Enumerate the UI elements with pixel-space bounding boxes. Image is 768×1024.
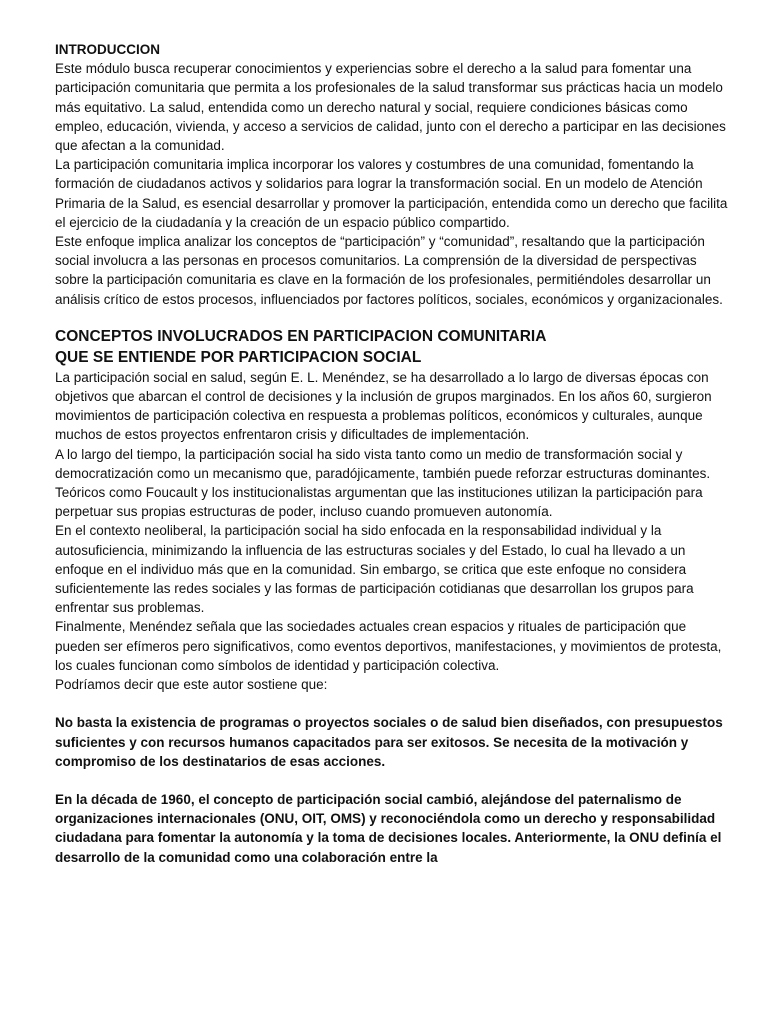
bold-paragraph: No basta la existencia de programas o proyectos sociales o de salud bien diseñados, con presupuestos suficientes y con recursos humanos capacitados para ser exitosos. Se necesita de la motivación y compromiso de los destinatarios de esas acciones.	[55, 715, 723, 769]
section-paragraph: En el contexto neoliberal, la participación social ha sido enfocada en la responsabilidad individual y la autosuficiencia, minimizando la influencia de las estructuras sociales y del Estado, lo cual ha llevado a un enfoque en el individuo más que en la comunidad. Sin embargo, se critica que este enfoque no considera suficientemente las redes sociales y las formas de participación cotidianas que desarrollan los grupos para enfrentar sus problemas.	[55, 523, 694, 616]
subsection-heading: QUE SE ENTIENDE POR PARTICIPACION SOCIAL	[55, 348, 422, 366]
section-paragraph: Podríamos decir que este autor sostiene que:	[55, 677, 328, 693]
spacer	[55, 694, 732, 713]
introduction-heading: INTRODUCCION	[55, 42, 160, 57]
spacer	[55, 771, 732, 790]
bold-paragraph: En la década de 1960, el concepto de participación social cambió, alejándose del paternalismo de organizaciones internacionales (ONU, OIT, OMS) y reconociéndola como un derecho y responsabilidad ciudadana para fomentar la autonomía y la toma de decisiones locales. Anteriormente, la ONU definía el desarrollo de la comunidad como una colaboración entre la	[55, 791, 722, 865]
section-paragraph: La participación social en salud, según E. L. Menéndez, se ha desarrollado a lo largo de diversas épocas con objetivos que abarcan el control de decisiones y la inclusión de grupos marginados. En los años 60, surgieron movimientos de participación colectiva en respuesta a problemas políticos, económicos y culturales, aunque muchos de estos proyectos enfrentaron crisis y dificultades de implementación.	[55, 369, 712, 443]
section-paragraph: A lo largo del tiempo, la participación social ha sido vista tanto como un medio de transformación social y democratización como un mecanismo que, paradójicamente, también puede reforzar estructuras dominantes. Teóricos como Foucault y los institucionalistas argumentan que las instituciones utilizan la participación para perpetuar sus propias estructuras de poder, incluso cuando promueven autonomía.	[55, 446, 711, 520]
intro-paragraph: Este módulo busca recuperar conocimientos y experiencias sobre el derecho a la salud para fomentar una participación comunitaria que permita a los profesionales de la salud transformar sus prácticas hacia un modelo más equitativo. La salud, entendida como un derecho natural y social, requiere condiciones básicas como empleo, educación, vivienda, y acceso a servicios de calidad, junto con el derecho a participar en las decisiones que afectan a la comunidad.	[55, 61, 726, 154]
introduction-section	[55, 40, 732, 309]
concepts-section	[55, 326, 732, 867]
intro-paragraph: La participación comunitaria implica incorporar los valores y costumbres de una comunidad, fomentando la formación de ciudadanos activos y solidarios para lograr la transformación social. En un modelo de Atención Primaria de la Salud, es esencial desarrollar y promover la participación, entendida como un derecho que facilita el ejercicio de la ciudadanía y la creación de un espacio público compartido.	[55, 157, 728, 230]
intro-paragraph: Este enfoque implica analizar los conceptos de “participación” y “comunidad”, resaltando que la participación social involucra a las personas en procesos comunitarios. La comprensión de la diversidad de perspectivas sobre la participación comunitaria es clave en la formación de los profesionales, permitiéndoles desarrollar un análisis crítico de estos procesos, influenciados por factores políticos, sociales, económicos y organizacionales.	[55, 234, 723, 307]
section-heading: CONCEPTOS INVOLUCRADOS EN PARTICIPACION COMUNITARIA	[55, 327, 547, 345]
section-paragraph: Finalmente, Menéndez señala que las sociedades actuales crean espacios y rituales de participación que pueden ser efímeros pero significativos, como eventos deportivos, manifestaciones, y movimientos de protesta, los cuales funcionan como símbolos de identidad y participación colectiva.	[55, 619, 722, 673]
